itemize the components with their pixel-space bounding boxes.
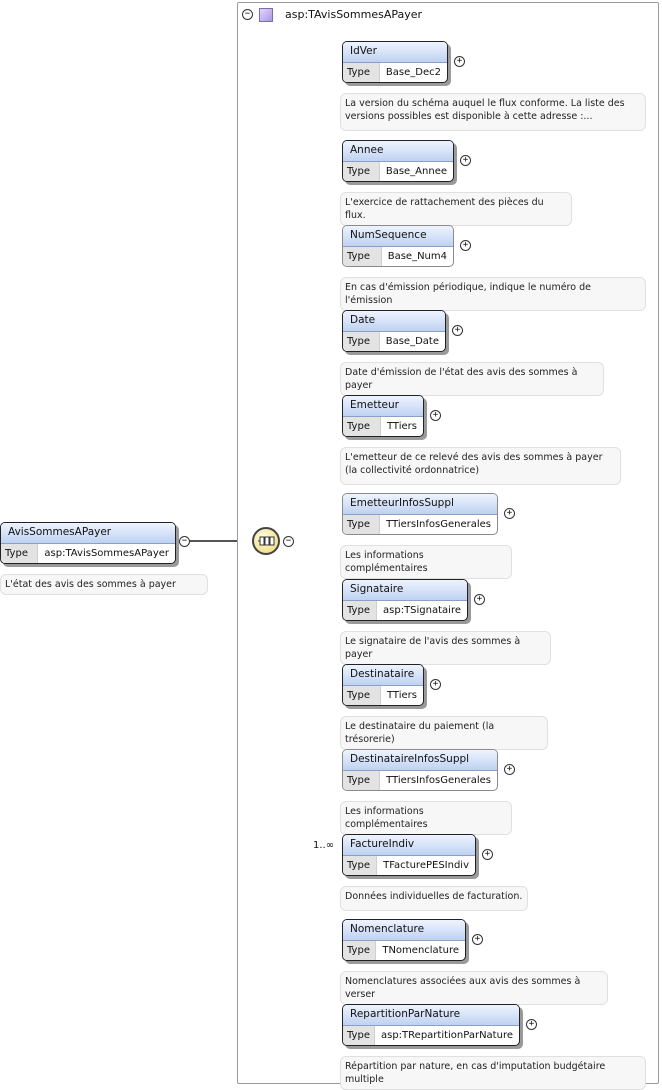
element-id-ver[interactable] [342,41,448,83]
element-type-value: TFacturePESIndiv [383,860,469,871]
root-element-box[interactable] [0,522,176,564]
type-label: Type [343,686,381,706]
element-signataire[interactable] [342,579,468,621]
element-type-value: Base_Annee [385,166,447,177]
element-emetteur[interactable] [342,395,424,437]
element-type-row [343,856,475,876]
documentation-signataire: Le signataire de l'avis des sommes à payer [340,631,551,665]
element-destinataire-infos-suppl[interactable] [342,749,498,791]
documentation-destinataire: Le destinataire du paiement (la trésorerie) [340,716,548,750]
element-name: EmetteurInfosSuppl [343,494,497,515]
root-element-name: AvisSommesAPayer [1,523,175,544]
element-date[interactable] [342,310,446,352]
documentation-annee: L'exercice de rattachement des pièces du flux. [340,192,572,226]
element-name: RepartitionParNature [343,1005,519,1026]
type-label: Type [343,63,380,83]
element-type-value: TTiers [387,421,417,432]
root-type-row [1,544,175,564]
group-header [238,3,658,27]
documentation-date: Date d'émission de l'état des avis des sommes à payer [340,362,604,396]
documentation-emetteur-infos-suppl: Les informations complémentaires [340,545,512,579]
element-name: Emetteur [343,396,423,417]
element-type-row [343,1026,519,1046]
element-annee[interactable] [342,140,454,182]
element-type-row [343,941,465,961]
expand-icon[interactable]: + [474,594,485,605]
element-repartition-par-nature[interactable] [342,1004,520,1046]
expand-icon[interactable]: + [454,56,465,67]
element-name: Signataire [343,580,467,601]
element-type-row [343,417,423,437]
type-label: Type [343,162,380,182]
root-type-value: asp:TAvisSommesAPayer [44,548,169,559]
element-type-row [343,332,445,352]
complex-type-icon [259,8,273,22]
element-type-row [343,247,453,267]
element-type-row [343,515,497,535]
element-name: Date [343,311,445,332]
element-type-value: TTiers [387,690,417,701]
type-label: Type [343,941,376,961]
documentation-nomenclature: Nomenclatures associées aux avis des sommes à verser [340,971,608,1005]
type-label: Type [343,601,377,621]
type-label: Type [343,332,380,352]
element-type-value: Base_Num4 [387,251,447,262]
documentation-facture-indiv: Données individuelles de facturation. [340,886,528,911]
element-type-value: TTiersInfosGenerales [386,775,491,786]
element-type-value: asp:TSignataire [383,605,461,616]
element-name: Nomenclature [343,920,465,941]
expand-icon[interactable]: + [430,679,441,690]
element-type-value: TNomenclature [382,945,459,956]
element-name: DestinataireInfosSuppl [343,750,497,771]
cardinality-label: 1..∞ [313,840,335,851]
expand-icon[interactable]: + [472,934,483,945]
element-type-row [343,686,423,706]
element-name: Destinataire [343,665,423,686]
element-destinataire[interactable] [342,664,424,706]
expand-icon[interactable]: + [460,240,471,251]
type-label: Type [343,856,377,876]
element-facture-indiv[interactable] [342,834,476,876]
element-num-sequence[interactable] [342,225,454,267]
documentation-destinataire-infos-suppl: Les informations complémentaires [340,801,512,835]
element-type-value: asp:TRepartitionParNature [381,1030,513,1041]
type-label: Type [343,417,381,437]
element-type-row [343,63,447,83]
sequence-icon [257,534,275,548]
expand-icon[interactable]: + [504,764,515,775]
collapse-icon[interactable]: − [179,536,190,547]
element-type-row [343,601,467,621]
type-label: Type [343,1026,375,1046]
element-type-row [343,162,453,182]
documentation-id-ver: La version du schéma auquel le flux conforme. La liste des versions possibles est disponible à cette adresse :... [340,93,646,131]
type-label: Type [343,247,382,267]
root-documentation: L'état des avis des sommes à payer [0,574,208,595]
expand-icon[interactable]: + [482,849,493,860]
collapse-icon[interactable]: − [283,536,294,547]
type-label: Type [343,771,380,791]
group-title: asp:TAvisSommesAPayer [285,8,423,21]
element-type-row [343,771,497,791]
element-type-value: Base_Date [385,336,439,347]
element-name: NumSequence [343,226,453,247]
expand-icon[interactable]: + [504,508,515,519]
documentation-emetteur: L'emetteur de ce relevé des avis des sommes à payer (la collectivité ordonnatrice) [340,447,621,485]
sequence-compositor-icon[interactable] [252,527,280,555]
element-type-value: TTiersInfosGenerales [386,519,491,530]
type-label: Type [1,544,38,564]
type-label: Type [343,515,380,535]
expand-icon[interactable]: + [526,1019,537,1030]
element-emetteur-infos-suppl[interactable] [342,493,498,535]
element-nomenclature[interactable] [342,919,466,961]
collapse-icon[interactable]: − [242,9,253,20]
expand-icon[interactable]: + [452,325,463,336]
expand-icon[interactable]: + [430,410,441,421]
element-name: FactureIndiv [343,835,475,856]
element-name: Annee [343,141,453,162]
expand-icon[interactable]: + [460,155,471,166]
element-type-value: Base_Dec2 [385,67,441,78]
documentation-num-sequence: En cas d'émission périodique, indique le numéro de l'émission [340,277,646,311]
element-name: IdVer [343,42,447,63]
documentation-repartition-par-nature: Répartition par nature, en cas d'imputation budgétaire multiple [340,1056,646,1090]
